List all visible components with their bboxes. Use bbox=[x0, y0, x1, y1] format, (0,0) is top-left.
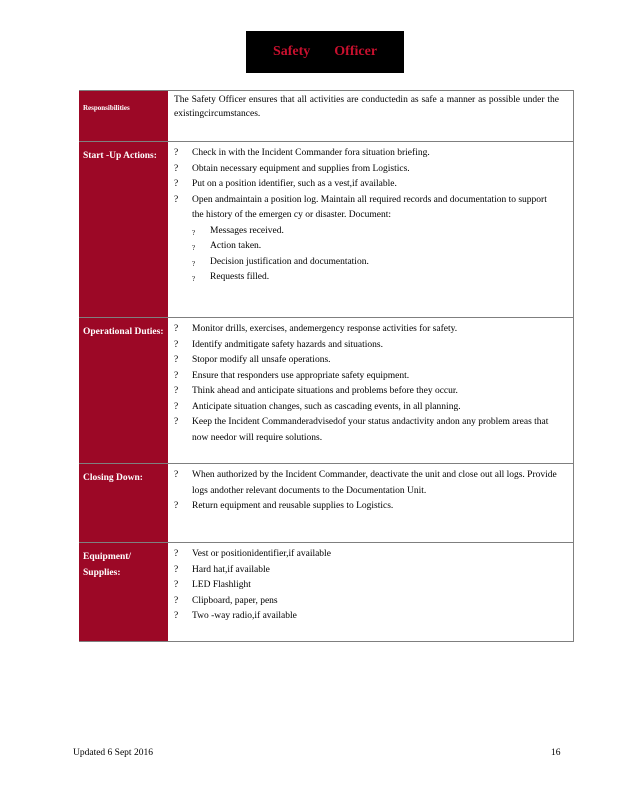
operational-body bbox=[168, 318, 574, 463]
responsibilities-text: The Safety Officer ensures that all activities are conductedin as safe a manner as possible under the existingcircumstances. bbox=[168, 91, 574, 141]
sub-list-item: ? Requests filled. bbox=[174, 270, 559, 286]
list-item: ? Hard hat,if available bbox=[174, 563, 559, 579]
list-item: ? LED Flashlight bbox=[174, 578, 559, 594]
closing-body bbox=[168, 464, 574, 542]
list-item: ? Put on a position identifier, such as a vest,if available. bbox=[174, 177, 559, 193]
list-item: ? Clipboard, paper, pens bbox=[174, 594, 559, 610]
startup-body bbox=[168, 142, 574, 317]
operational-label: Operational Duties: bbox=[79, 318, 168, 463]
sub-list-item: ? Decision justification and documentation. bbox=[174, 255, 559, 271]
list-item: ? Check in with the Incident Commander fora situation briefing. bbox=[174, 146, 559, 162]
list-item: ? Think ahead and anticipate situations and problems before they occur. bbox=[174, 384, 559, 400]
updated-date: Updated 6 Sept 2016 bbox=[73, 748, 153, 758]
list-item: ? Ensure that responders use appropriate safety equipment. bbox=[174, 369, 559, 385]
startup-row bbox=[79, 142, 574, 318]
list-item: ? Vest or positionidentifier,if available bbox=[174, 547, 559, 563]
page-number: 16 bbox=[551, 748, 561, 758]
closing-label: Closing Down: bbox=[79, 464, 168, 542]
list-item: ? Identify andmitigate safety hazards and situations. bbox=[174, 338, 559, 354]
startup-label: Start -Up Actions: bbox=[79, 142, 168, 317]
list-item: ? Return equipment and reusable supplies to Logistics. bbox=[174, 499, 559, 515]
list-item: ? Obtain necessary equipment and supplies from Logistics. bbox=[174, 162, 559, 178]
list-item: ? Stopor modify all unsafe operations. bbox=[174, 353, 559, 369]
sub-list-item: ? Action taken. bbox=[174, 239, 559, 255]
responsibilities-row bbox=[79, 90, 574, 142]
list-item: ? Two -way radio,if available bbox=[174, 609, 559, 625]
equipment-body bbox=[168, 543, 574, 641]
closing-row bbox=[79, 464, 574, 543]
responsibilities-label: Responsibilities bbox=[79, 91, 168, 141]
sub-list-item: ? Messages received. bbox=[174, 224, 559, 240]
list-item: ? Keep the Incident Commanderadvisedof your status andactivity andon any problem areas that now needor will require solutions. bbox=[174, 415, 559, 446]
list-item: ? Anticipate situation changes, such as cascading events, in all planning. bbox=[174, 400, 559, 416]
equipment-row bbox=[79, 543, 574, 642]
safety-officer-table bbox=[79, 90, 574, 642]
title-word-safety: Safety bbox=[272, 44, 311, 59]
title-word-officer: Officer bbox=[334, 44, 378, 59]
list-item: ? Monitor drills, exercises, andemergency response activities for safety. bbox=[174, 322, 559, 338]
equipment-label: Equipment/ Supplies: bbox=[79, 543, 168, 641]
list-item: ? When authorized by the Incident Commander, deactivate the unit and close out all logs. Provide logs andother relevant documents to the Documentation Unit. bbox=[174, 468, 559, 499]
list-item: ? Open andmaintain a position log. Maintain all required records and documentation to support the history of the emergen cy or disaster. Document: bbox=[174, 193, 559, 224]
operational-row bbox=[79, 318, 574, 464]
page-title bbox=[246, 31, 404, 73]
